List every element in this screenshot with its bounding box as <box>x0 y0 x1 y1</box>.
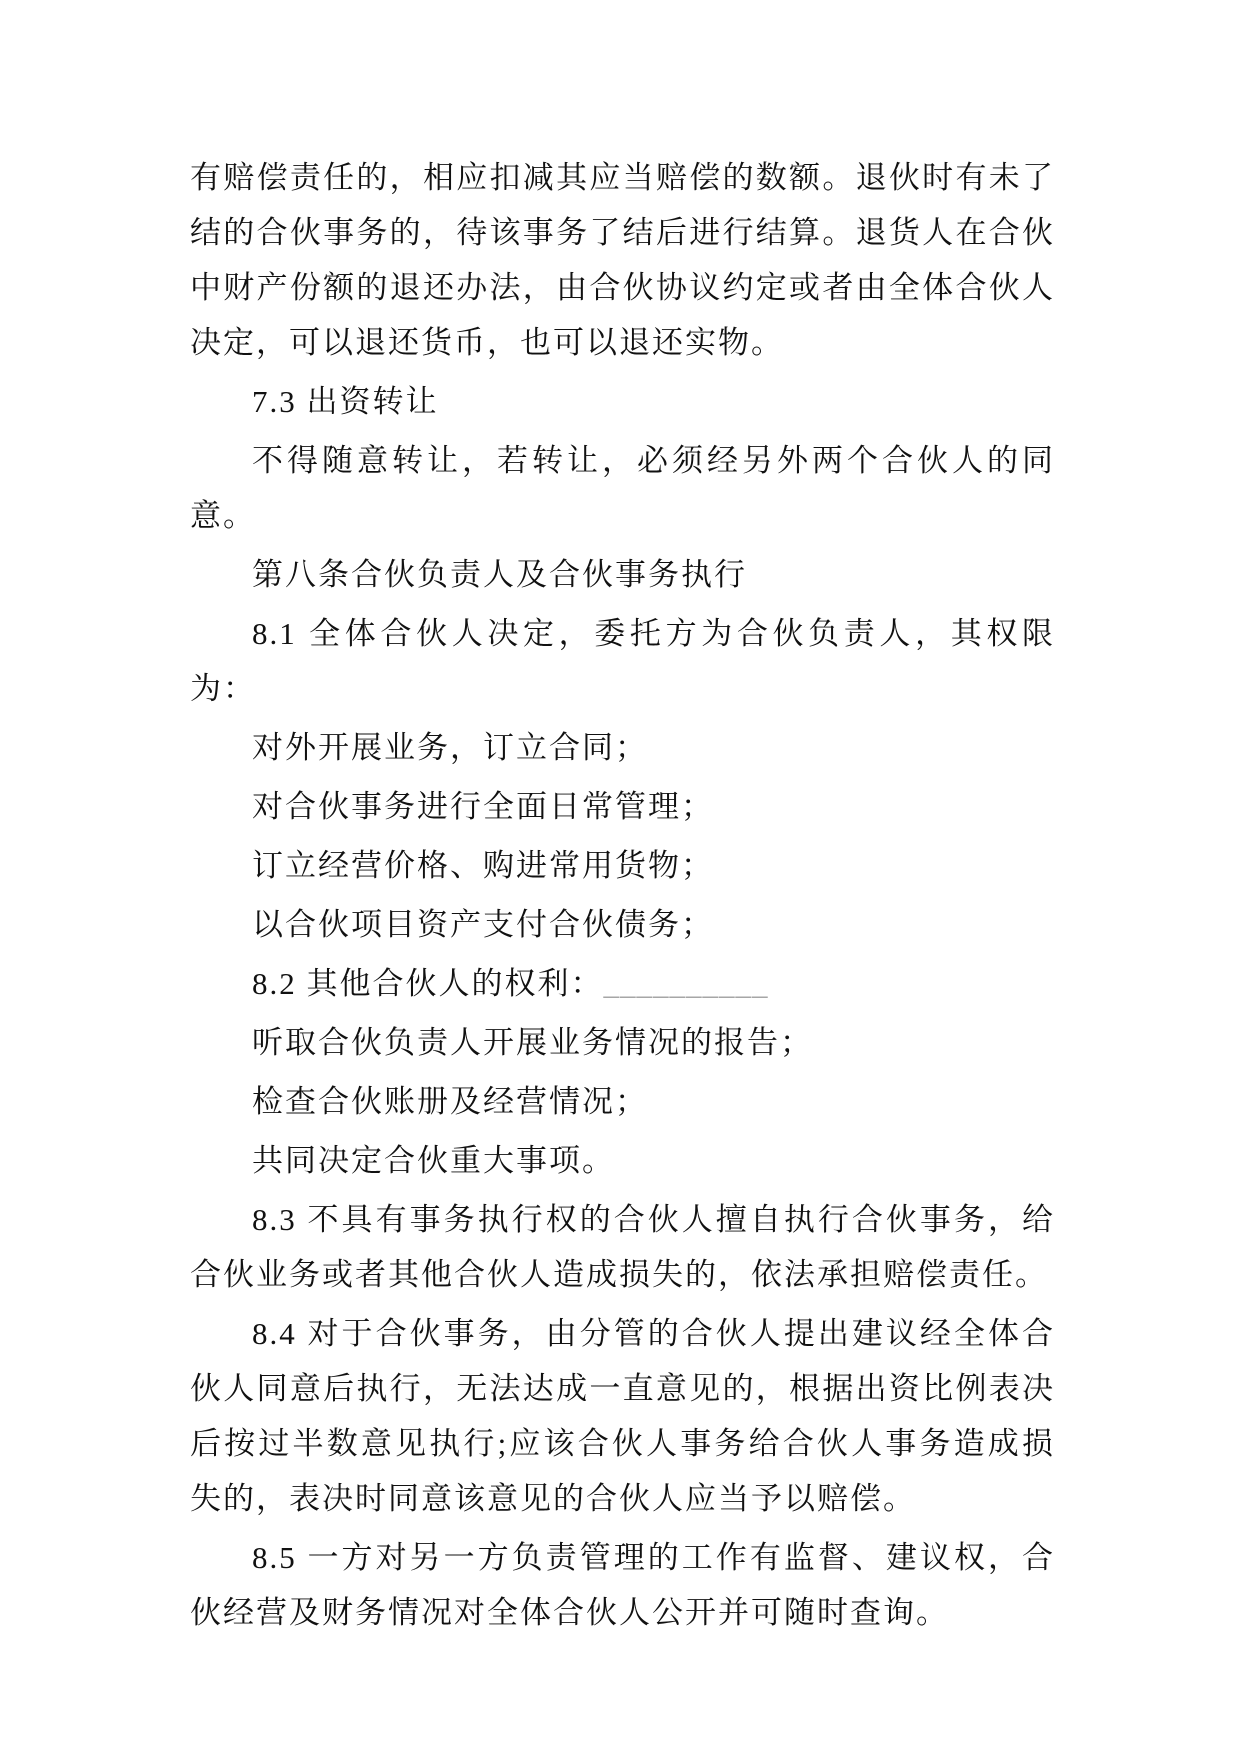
clause-8-1: 8.1 全体合伙人决定，委托方为合伙负责人，其权限为： <box>190 616 1055 706</box>
article-8-heading: 第八条合伙负责人及合伙事务执行 <box>252 557 747 592</box>
clause-8-1-item-1: 对外开展业务，订立合同； <box>252 730 648 765</box>
clause-8-3: 8.3 不具有事务执行权的合伙人擅自执行合伙事务，给合伙业务或者其他合伙人造成损失的，依法承担赔偿责任。 <box>190 1202 1055 1292</box>
paragraph-retirement-settlement: 有赔偿责任的，相应扣减其应当赔偿的数额。退伙时有未了结的合伙事务的，待该事务了结后进行结算。退货人在合伙中财产份额的退还办法，由合伙协议约定或者由全体合伙人决定，可以退还货币，也可以退还实物。 <box>190 160 1055 360</box>
blank-underline: __________ <box>603 966 769 1001</box>
clause-8-2 <box>190 956 1055 1011</box>
clause-8-2-label: 8.2 其他合伙人的权利： <box>252 966 604 1001</box>
clause-8-2-item-2: 检查合伙账册及经营情况； <box>252 1084 648 1119</box>
clause-8-1-item-4: 以合伙项目资产支付合伙债务； <box>252 907 714 942</box>
clause-8-1-item-3: 订立经营价格、购进常用货物； <box>252 848 714 883</box>
clause-8-4: 8.4 对于合伙事务，由分管的合伙人提出建议经全体合伙人同意后执行，无法达成一直意见的，根据出资比例表决后按过半数意见执行;应该合伙人事务给合伙人事务造成损失的，表决时同意该意见的合伙人应当予以赔偿。 <box>190 1316 1055 1516</box>
clause-8-2-item-3: 共同决定合伙重大事项。 <box>252 1143 615 1178</box>
clause-7-3-body: 不得随意转让，若转让，必须经另外两个合伙人的同意。 <box>190 443 1055 533</box>
clause-7-3-title: 7.3 出资转让 <box>252 384 439 419</box>
clause-8-2-item-1: 听取合伙负责人开展业务情况的报告； <box>252 1025 813 1060</box>
clause-8-5: 8.5 一方对另一方负责管理的工作有监督、建议权，合伙经营及财务情况对全体合伙人公开并可随时查询。 <box>190 1540 1055 1630</box>
clause-8-1-item-2: 对合伙事务进行全面日常管理； <box>252 789 714 824</box>
